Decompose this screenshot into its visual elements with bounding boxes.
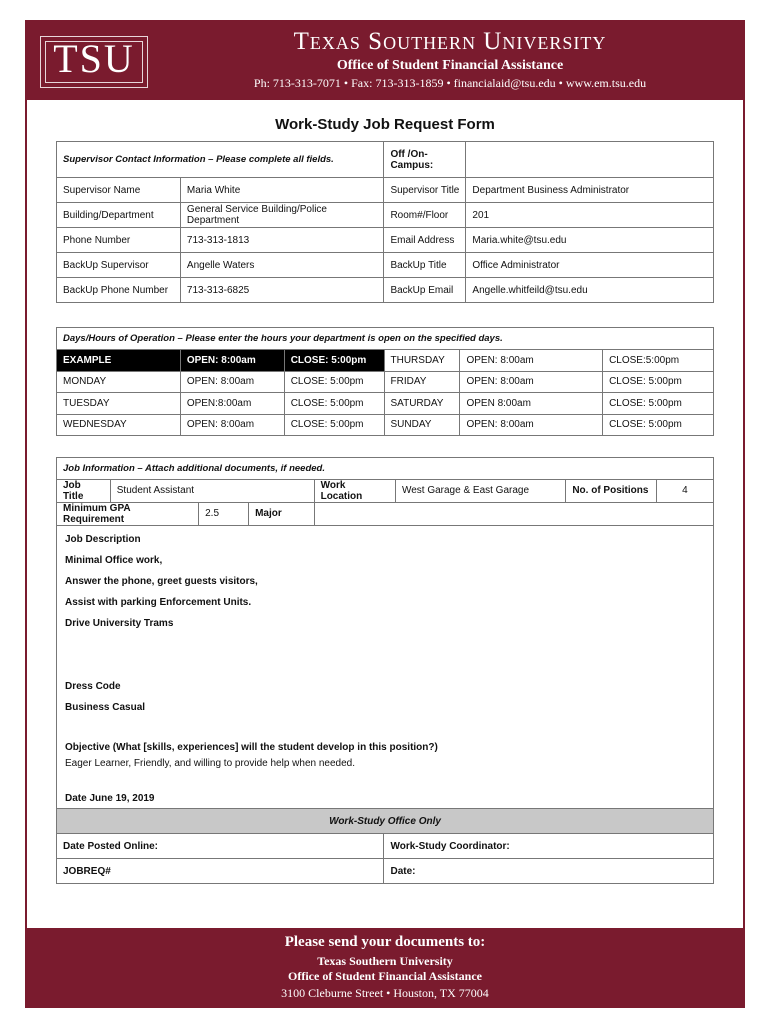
day-label: SUNDAY xyxy=(384,414,460,436)
positions-field[interactable]: 4 xyxy=(656,479,713,502)
example-day: EXAMPLE xyxy=(57,350,181,372)
supervisor-name-label: Supervisor Name xyxy=(57,178,181,203)
objective-label: Objective (What [skills, experiences] will the student develop in this position?) xyxy=(65,742,438,753)
close-field[interactable]: CLOSE: 5:00pm xyxy=(603,371,714,393)
gpa-field[interactable]: 2.5 xyxy=(199,502,249,525)
description-line: Minimal Office work, xyxy=(65,555,163,566)
day-label: WEDNESDAY xyxy=(57,414,181,436)
example-close: CLOSE: 5:00pm xyxy=(284,350,384,372)
day-label: THURSDAY xyxy=(384,350,460,372)
backup-title-field[interactable]: Office Administrator xyxy=(466,253,714,278)
backup-phone-label: BackUp Phone Number xyxy=(57,278,181,303)
date-field[interactable]: Date: xyxy=(384,859,714,884)
major-field[interactable] xyxy=(314,502,713,525)
backup-email-field[interactable]: Angelle.whitfeild@tsu.edu xyxy=(466,278,714,303)
date-line: Date June 19, 2019 xyxy=(65,793,155,804)
open-field[interactable]: OPEN: 8:00am xyxy=(180,371,284,393)
building-label: Building/Department xyxy=(57,203,181,228)
gpa-label: Minimum GPA Requirement xyxy=(57,502,199,525)
table-row xyxy=(57,178,714,203)
footer-banner xyxy=(25,928,745,1008)
table-row xyxy=(57,278,714,303)
dress-code-heading: Dress Code xyxy=(65,681,121,692)
contact-line: Ph: 713-313-7071 • Fax: 713-313-1859 • financialaid@tsu.edu • www.em.tsu.edu xyxy=(253,76,647,90)
coordinator-field[interactable]: Work-Study Coordinator: xyxy=(384,834,714,859)
supervisor-name-field[interactable]: Maria White xyxy=(180,178,384,203)
work-location-label: Work Location xyxy=(314,479,395,502)
close-field[interactable]: CLOSE: 5:00pm xyxy=(284,393,384,415)
table-row xyxy=(57,414,714,436)
footer-university: Texas Southern University xyxy=(317,954,453,968)
table-row xyxy=(57,502,714,525)
close-field[interactable]: CLOSE: 5:00pm xyxy=(603,393,714,415)
close-field[interactable]: CLOSE:5:00pm xyxy=(603,350,714,372)
open-field[interactable]: OPEN 8:00am xyxy=(460,393,603,415)
footer-office: Office of Student Financial Assistance xyxy=(288,969,482,983)
table-row xyxy=(57,371,714,393)
day-label: MONDAY xyxy=(57,371,181,393)
table-row xyxy=(57,228,714,253)
table-row xyxy=(57,253,714,278)
close-field[interactable]: CLOSE: 5:00pm xyxy=(284,414,384,436)
dress-code-value: Business Casual xyxy=(65,702,146,713)
office-name: Office of Student Financial Assistance xyxy=(336,58,564,73)
phone-field[interactable]: 713-313-1813 xyxy=(180,228,384,253)
hours-table xyxy=(56,327,714,436)
email-label: Email Address xyxy=(384,228,466,253)
footer-address: 3100 Cleburne Street • Houston, TX 77004 xyxy=(281,986,489,1000)
university-name: Texas Southern University xyxy=(293,28,607,55)
supervisor-table xyxy=(56,141,714,303)
description-line: Drive University Trams xyxy=(65,618,174,629)
objective-text: Eager Learner, Friendly, and willing to provide help when needed. xyxy=(65,758,355,769)
table-row xyxy=(57,834,714,859)
footer-heading: Please send your documents to: xyxy=(284,934,486,950)
day-label: TUESDAY xyxy=(57,393,181,415)
form-title: Work-Study Job Request Form xyxy=(275,116,495,133)
close-field[interactable]: CLOSE: 5:00pm xyxy=(284,371,384,393)
major-label: Major xyxy=(249,502,315,525)
table-row xyxy=(57,859,714,884)
campus-field[interactable] xyxy=(466,142,714,178)
table-row xyxy=(57,479,714,502)
work-location-field[interactable]: West Garage & East Garage xyxy=(395,479,565,502)
description-line: Answer the phone, greet guests visitors, xyxy=(65,576,258,587)
backup-phone-field[interactable]: 713-313-6825 xyxy=(180,278,384,303)
room-label: Room#/Floor xyxy=(384,203,466,228)
description-line: Assist with parking Enforcement Units. xyxy=(65,597,252,608)
open-field[interactable]: OPEN:8:00am xyxy=(180,393,284,415)
backup-title-label: BackUp Title xyxy=(384,253,466,278)
supervisor-title-label: Supervisor Title xyxy=(384,178,466,203)
open-field[interactable]: OPEN: 8:00am xyxy=(460,414,603,436)
day-label: FRIDAY xyxy=(384,371,460,393)
room-field[interactable]: 201 xyxy=(466,203,714,228)
email-field[interactable]: Maria.white@tsu.edu xyxy=(466,228,714,253)
supervisor-title-field[interactable]: Department Business Administrator xyxy=(466,178,714,203)
table-row xyxy=(57,393,714,415)
logo-text: TSU xyxy=(53,36,135,81)
open-field[interactable]: OPEN: 8:00am xyxy=(460,350,603,372)
positions-label: No. of Positions xyxy=(566,479,656,502)
job-description-area[interactable] xyxy=(56,523,714,811)
description-heading: Job Description xyxy=(65,534,141,545)
job-title-field[interactable]: Student Assistant xyxy=(110,479,314,502)
supervisor-section-label: Supervisor Contact Information – Please complete all fields. xyxy=(57,142,384,178)
open-field[interactable]: OPEN: 8:00am xyxy=(180,414,284,436)
table-row xyxy=(57,203,714,228)
table-row xyxy=(57,350,714,372)
job-title-label: Job Title xyxy=(57,479,111,502)
backup-supervisor-label: BackUp Supervisor xyxy=(57,253,181,278)
hours-section-label: Days/Hours of Operation – Please enter the hours your department is open on the specified days. xyxy=(57,328,714,350)
open-field[interactable]: OPEN: 8:00am xyxy=(460,371,603,393)
close-field[interactable]: CLOSE: 5:00pm xyxy=(603,414,714,436)
day-label: SATURDAY xyxy=(384,393,460,415)
building-field[interactable]: General Service Building/Police Department xyxy=(180,203,384,228)
phone-label: Phone Number xyxy=(57,228,181,253)
job-info-table xyxy=(56,457,714,526)
example-open: OPEN: 8:00am xyxy=(180,350,284,372)
jobreq-field[interactable]: JOBREQ# xyxy=(57,859,384,884)
office-only-table xyxy=(56,808,714,884)
office-only-heading: Work-Study Office Only xyxy=(57,809,714,834)
date-posted-field[interactable]: Date Posted Online: xyxy=(57,834,384,859)
backup-email-label: BackUp Email xyxy=(384,278,466,303)
tsu-logo xyxy=(40,36,148,88)
campus-label: Off /On-Campus: xyxy=(384,142,466,178)
job-section-label: Job Information – Attach additional documents, if needed. xyxy=(57,458,714,480)
backup-supervisor-field[interactable]: Angelle Waters xyxy=(180,253,384,278)
